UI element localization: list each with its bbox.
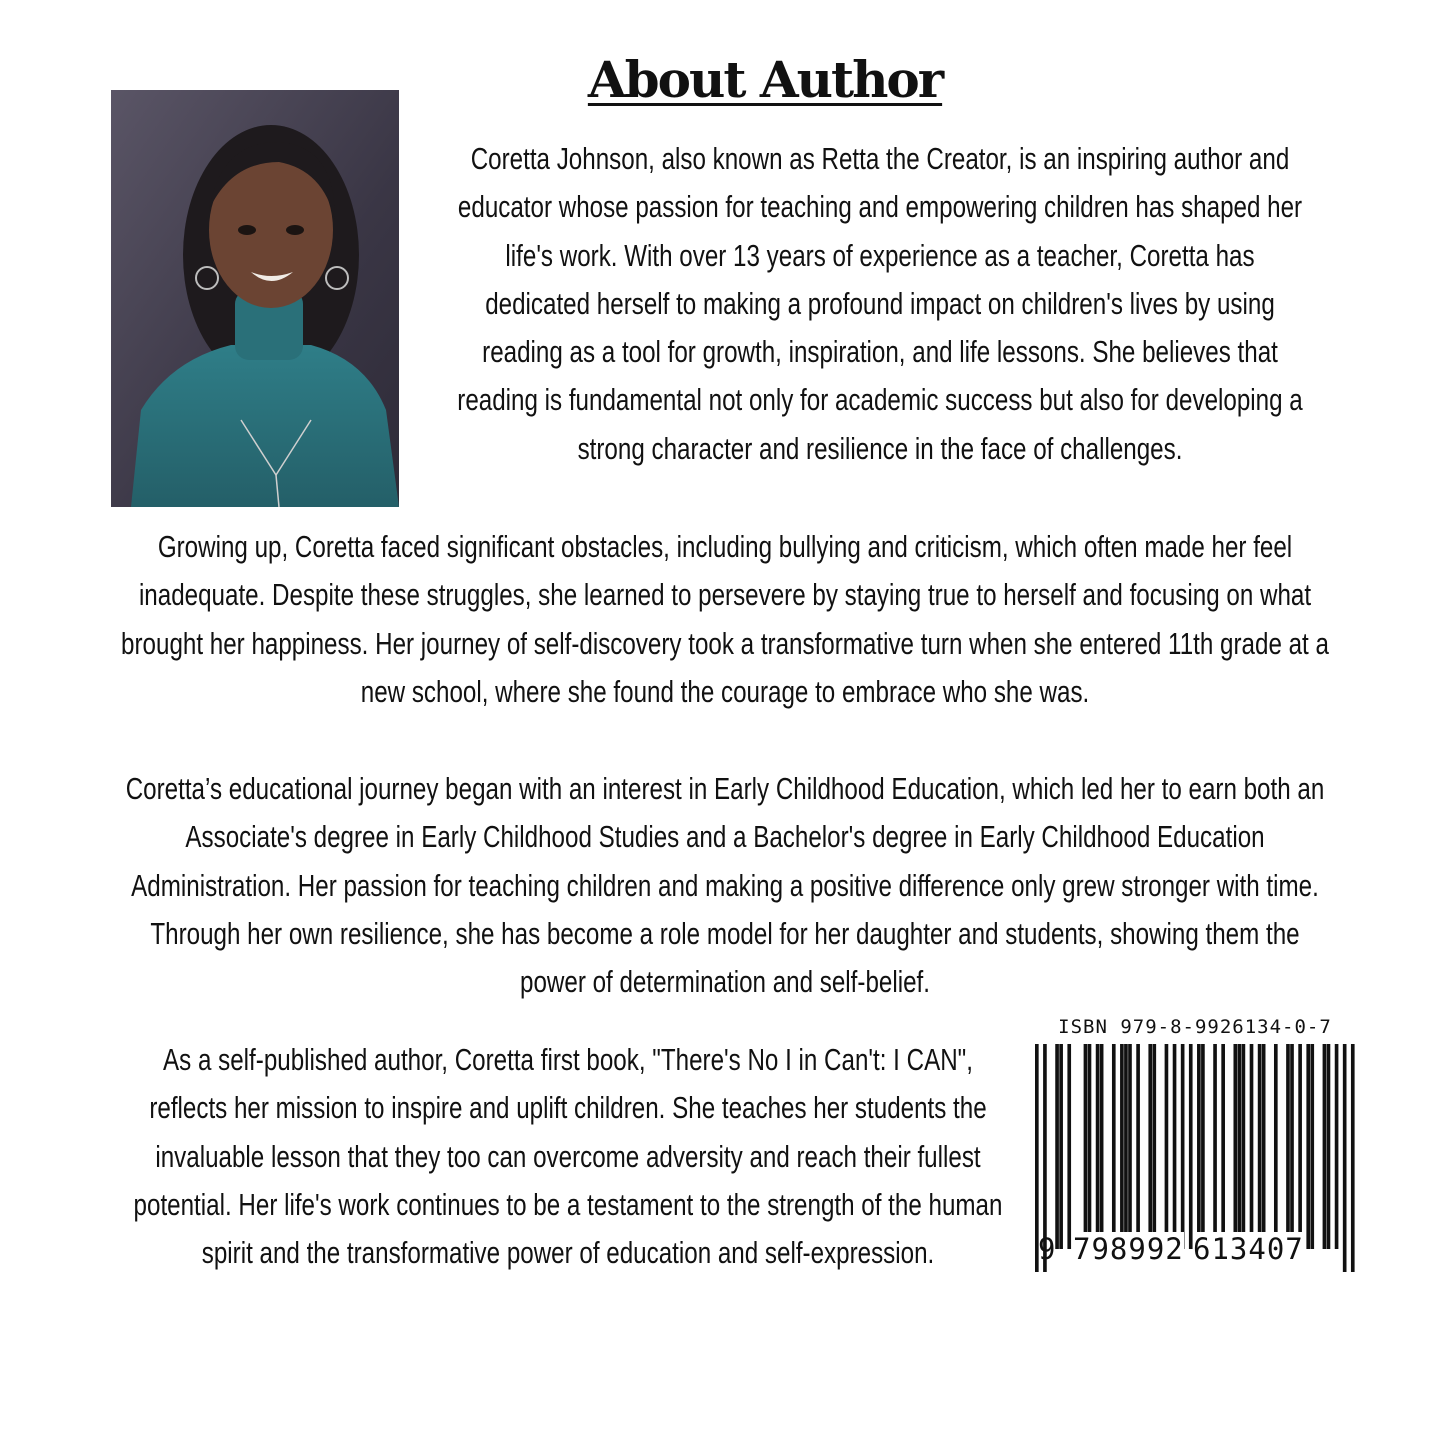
barcode-bar bbox=[1323, 1044, 1327, 1249]
author-photo bbox=[111, 90, 399, 507]
barcode-digit-lead: 9 bbox=[1038, 1232, 1056, 1266]
barcode-bar bbox=[1181, 1044, 1185, 1249]
barcode-bar bbox=[1250, 1044, 1254, 1249]
barcode-bar bbox=[1298, 1044, 1302, 1249]
isbn-barcode bbox=[1030, 1014, 1360, 1284]
barcode-bar bbox=[1100, 1044, 1104, 1249]
barcode-bar bbox=[1096, 1044, 1100, 1249]
barcode-bar bbox=[1088, 1044, 1092, 1249]
barcode-bar bbox=[1233, 1044, 1237, 1249]
barcode-digits-left: 798992 bbox=[1073, 1232, 1184, 1266]
barcode-bar bbox=[1262, 1044, 1266, 1249]
barcode-bar bbox=[1327, 1044, 1331, 1249]
page-title: About Author bbox=[587, 50, 943, 109]
barcode-bar bbox=[1189, 1044, 1193, 1249]
isbn-label: ISBN 979-8-9926134-0-7 bbox=[1058, 1016, 1332, 1038]
barcode-bar bbox=[1221, 1044, 1225, 1249]
barcode-digits-right: 613407 bbox=[1193, 1232, 1304, 1266]
barcode-bar bbox=[1067, 1044, 1071, 1249]
bio-paragraph-growing-up: Growing up, Coretta faced significant obstacles, including bullying and criticism, which often made her feel inadequate. Despite these struggles, she learned to persevere by staying true to herself and focusing on what brought her happiness. Her journey of self-discovery took a transformative turn when she entered 11th grade at a new school, where she found the courage to embrace who she was. bbox=[121, 529, 1329, 709]
bio-paragraph-education: Coretta’s educational journey began with an interest in Early Childhood Education, which led her to earn both an Associate's degree in Early Childhood Studies and a Bachelor's degree in Early Childhood Education Administration. Her passion for teaching children and making a positive difference only grew stronger with time. Through her own resilience, she has become a role model for her daughter and students, showing them the power of determination and self-belief. bbox=[125, 771, 1325, 1000]
barcode-bar bbox=[1306, 1044, 1310, 1249]
barcode-bar bbox=[1165, 1044, 1169, 1249]
barcode-bar bbox=[1059, 1044, 1063, 1249]
barcode-bar bbox=[1197, 1044, 1201, 1249]
barcode-bar bbox=[1290, 1044, 1294, 1249]
barcode-bar bbox=[1335, 1044, 1339, 1249]
barcode-bar bbox=[1112, 1044, 1116, 1249]
barcode-bar bbox=[1242, 1044, 1246, 1249]
barcode-bar bbox=[1258, 1044, 1262, 1249]
barcode-bar bbox=[1120, 1044, 1124, 1249]
bio-paragraph-intro: Coretta Johnson, also known as Retta the Creator, is an inspiring author and educator whose passion for teaching and empowering children has shaped her life's work. With over 13 years of experience as a teacher, Coretta has dedicated herself to making a profound impact on children's lives by using reading as a tool for growth, inspiration, and life lessons. She believes that reading is fundamental not only for academic success but also for developing a strong character and resilience in the face of challenges. bbox=[457, 141, 1303, 466]
barcode-bar bbox=[1201, 1044, 1205, 1249]
barcode-bar bbox=[1055, 1044, 1059, 1249]
barcode-bar bbox=[1084, 1044, 1088, 1249]
barcode-bar bbox=[1173, 1044, 1177, 1249]
barcode-bar bbox=[1136, 1044, 1140, 1249]
barcode-bar bbox=[1351, 1044, 1355, 1272]
barcode-bar bbox=[1128, 1044, 1132, 1249]
barcode-bar bbox=[1286, 1044, 1290, 1249]
bio-paragraph-author: As a self-published author, Coretta first book, "There's No I in Can't: I CAN", reflects her mission to inspire and uplift children. She teaches her students the invaluable lesson that they too can overcome adversity and reach their fullest potential. Her life's work continues to be a testament to the strength of the human spirit and the transformative power of education and self-expression. bbox=[133, 1042, 1003, 1271]
author-photo-illustration bbox=[111, 90, 399, 507]
barcode-bar bbox=[1274, 1044, 1278, 1249]
barcode-bar bbox=[1343, 1044, 1347, 1272]
barcode-bar bbox=[1310, 1044, 1314, 1249]
barcode-bar bbox=[1213, 1044, 1217, 1249]
barcode-bar bbox=[1124, 1044, 1128, 1249]
barcode-bar bbox=[1238, 1044, 1242, 1249]
barcode-bar bbox=[1148, 1044, 1152, 1249]
barcode-bar bbox=[1152, 1044, 1156, 1249]
